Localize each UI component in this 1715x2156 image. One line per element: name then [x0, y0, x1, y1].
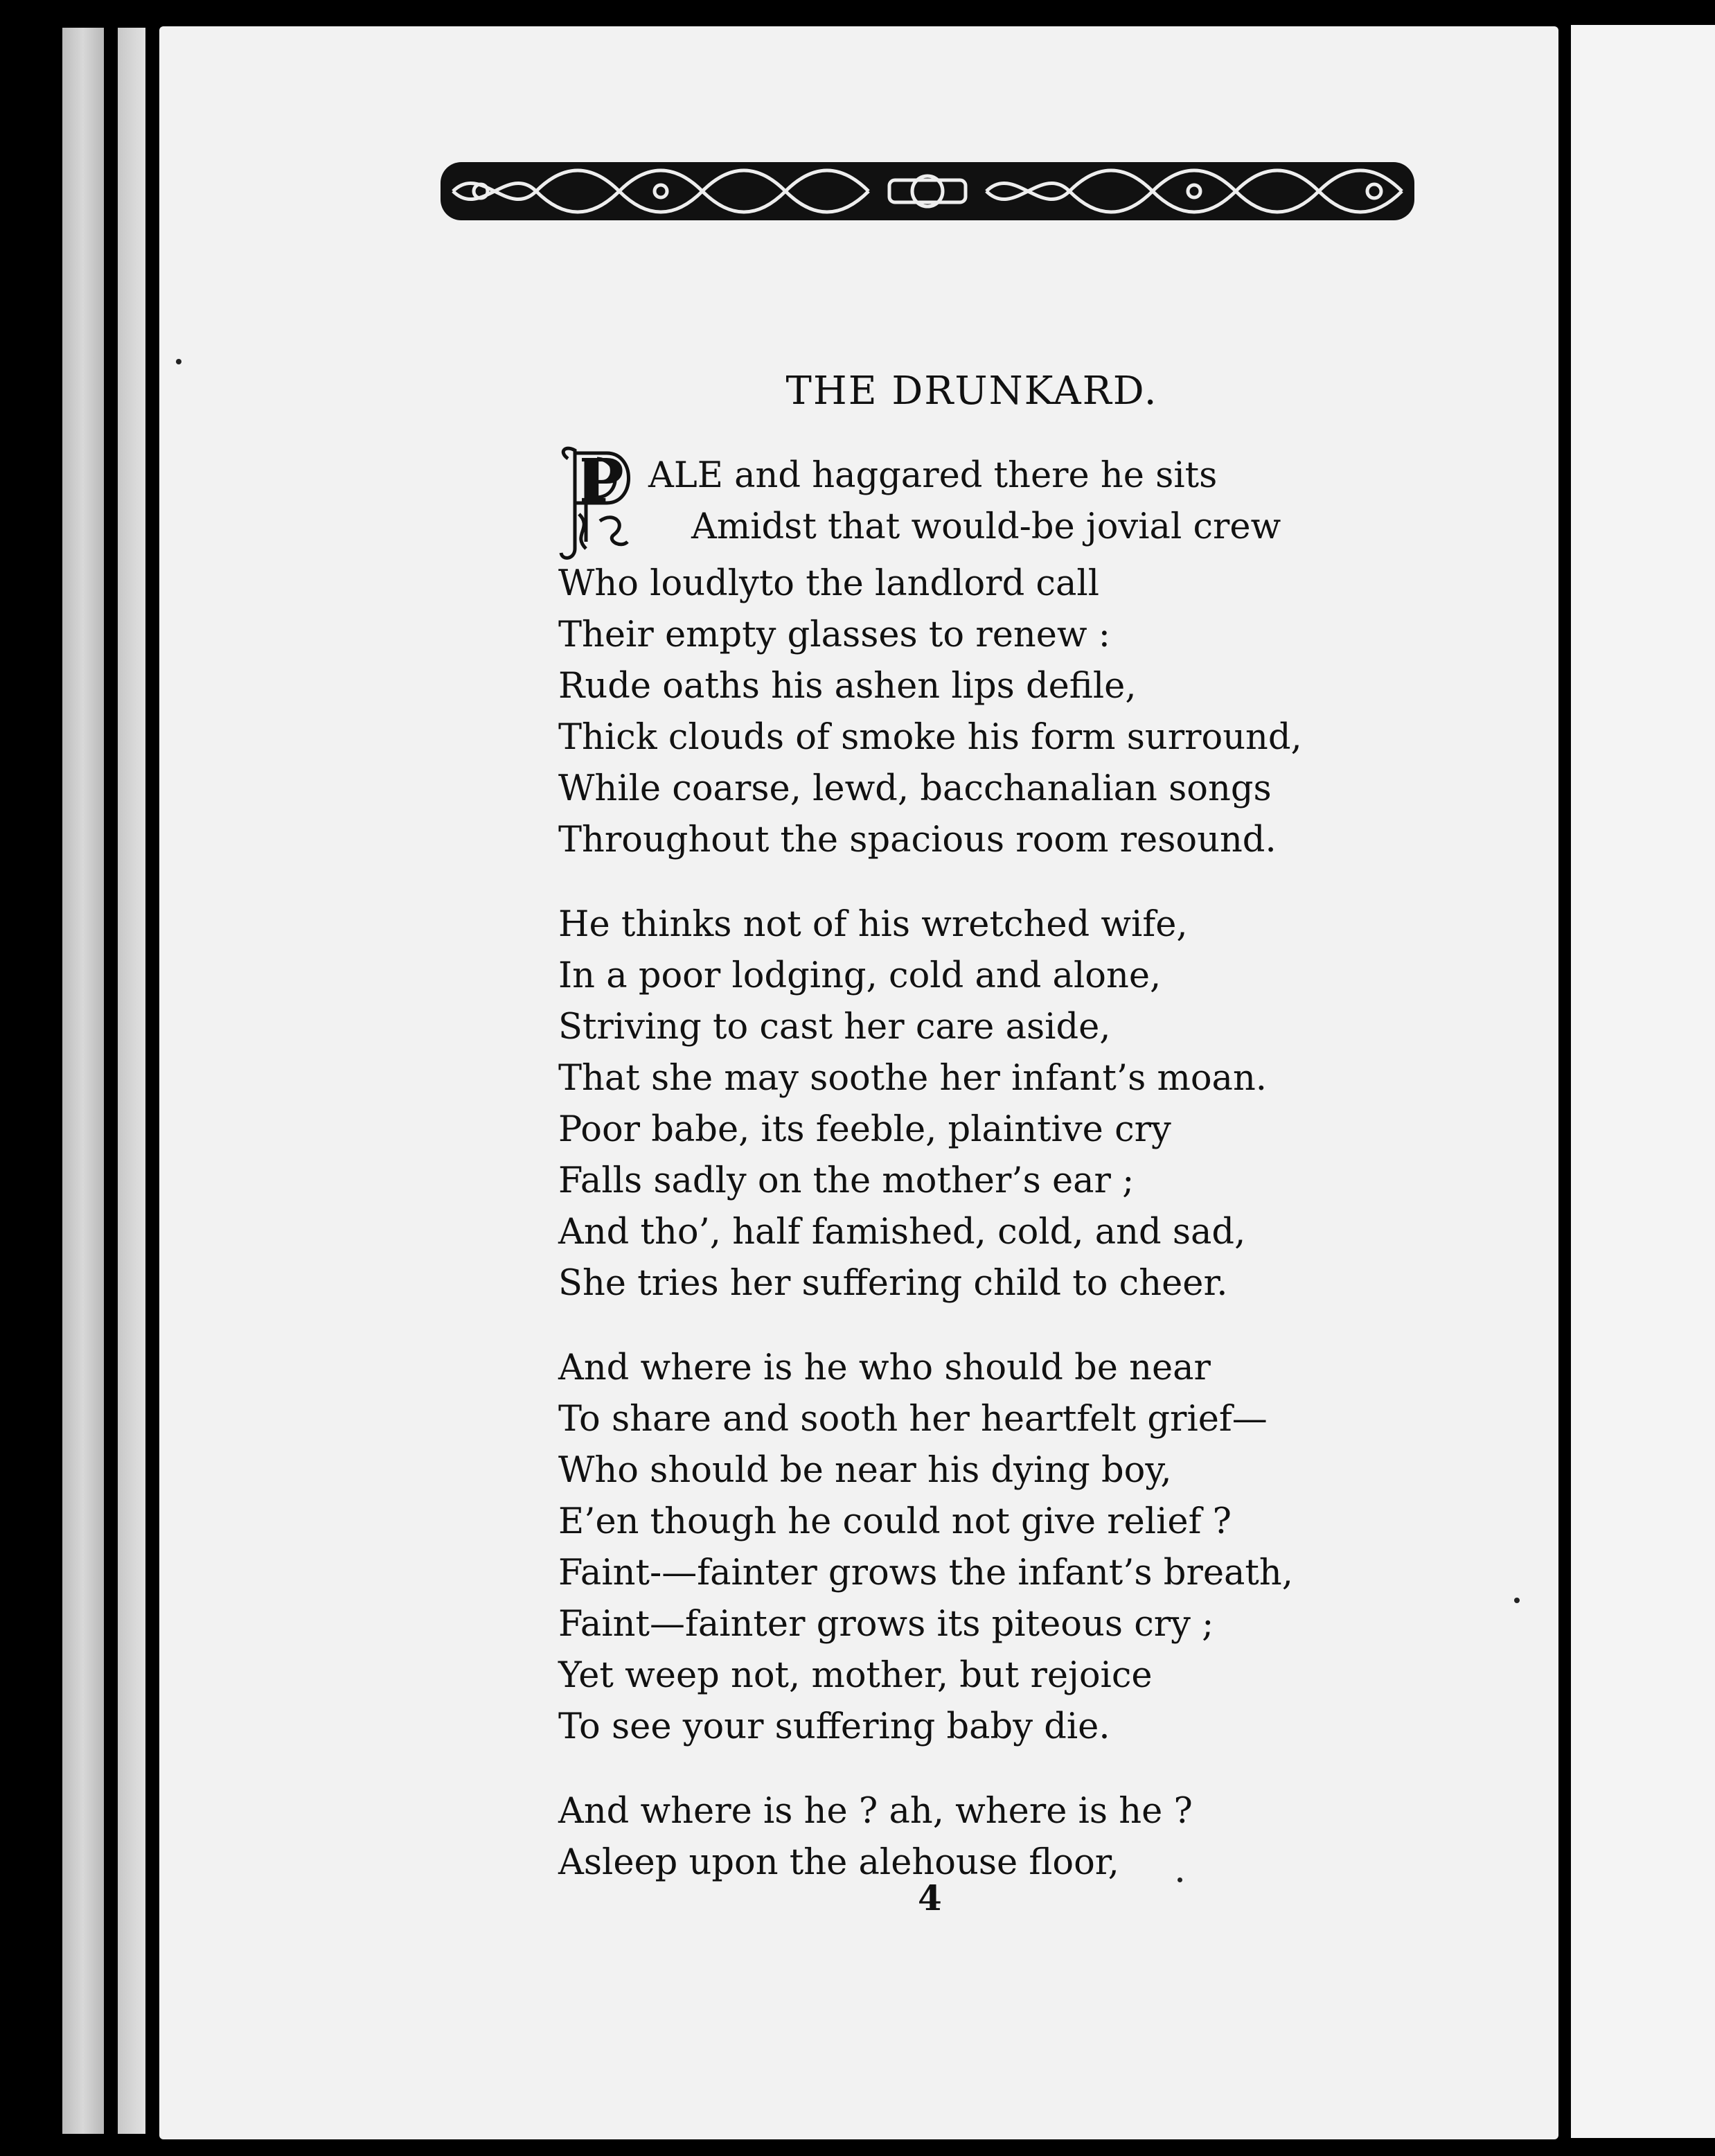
ornate-drop-cap [558, 445, 641, 564]
poem-line: And where is he who should be near [558, 1348, 1211, 1388]
stanza-4 [558, 1786, 1389, 1889]
scan-speck [1178, 1877, 1182, 1882]
opening-lines [558, 443, 1389, 546]
poem-line: Yet weep not, mother, but rejoice [558, 1655, 1153, 1696]
poem-line: Faint—fainter grows its piteous cry ; [558, 1604, 1214, 1645]
poem-line: That she may soothe her infant’s moan. [558, 1058, 1268, 1099]
poem-body [558, 443, 1389, 1922]
poem-line: And tho’, half famished, cold, and sad, [558, 1212, 1246, 1253]
poem-line: E’en though he could not give relief ? [558, 1501, 1232, 1542]
facing-page-edge [1571, 25, 1715, 2138]
page-number: 4 [918, 1877, 942, 1918]
stanza-2 [558, 899, 1389, 1309]
poem-line: Thick clouds of smoke his form surround, [558, 717, 1302, 758]
poem-line: To see your suffering baby die. [558, 1706, 1110, 1747]
poem-line: Striving to cast her care aside, [558, 1007, 1111, 1048]
poem-line: Who loudlyto the landlord call [558, 563, 1100, 604]
poem-title: THE DRUNKARD. [785, 369, 1158, 414]
stanza-3 [558, 1343, 1389, 1753]
binding-edge [62, 28, 104, 2134]
header-ornament [439, 157, 1416, 226]
poem-line: Faint-—fainter grows the infant’s breath, [558, 1553, 1293, 1593]
binding-edge-inner [118, 28, 145, 2134]
stanza-1 [558, 558, 1389, 866]
poem-line: Throughout the spacious room resound. [558, 820, 1277, 860]
poem-line: While coarse, lewd, bacchanalian songs [558, 768, 1272, 809]
poem-line: Who should be near his dying boy, [558, 1450, 1172, 1491]
poem-line: She tries her suffering child to cheer. [558, 1263, 1228, 1304]
poem-line: Asleep upon the alehouse floor, [558, 1842, 1119, 1883]
poem-line: In a poor lodging, cold and alone, [558, 955, 1162, 996]
scan-speck [1514, 1598, 1520, 1603]
svg-text:P: P [579, 446, 624, 516]
poem-line: ALE and haggared there he sits [648, 455, 1218, 496]
poem-line: Amidst that would-be jovial crew [691, 506, 1281, 547]
poem-line: Rude oaths his ashen lips defile, [558, 666, 1137, 707]
poem-line: He thinks not of his wretched wife, [558, 904, 1188, 945]
poem-line: Poor babe, its feeble, plaintive cry [558, 1109, 1171, 1150]
poem-line: Falls sadly on the mother’s ear ; [558, 1160, 1135, 1201]
poem-line: Their empty glasses to renew : [558, 615, 1110, 655]
poem-line: And where is he ? ah, where is he ? [558, 1791, 1193, 1832]
poem-line: To share and sooth her heartfelt grief— [558, 1399, 1268, 1440]
scan-speck [176, 359, 181, 364]
